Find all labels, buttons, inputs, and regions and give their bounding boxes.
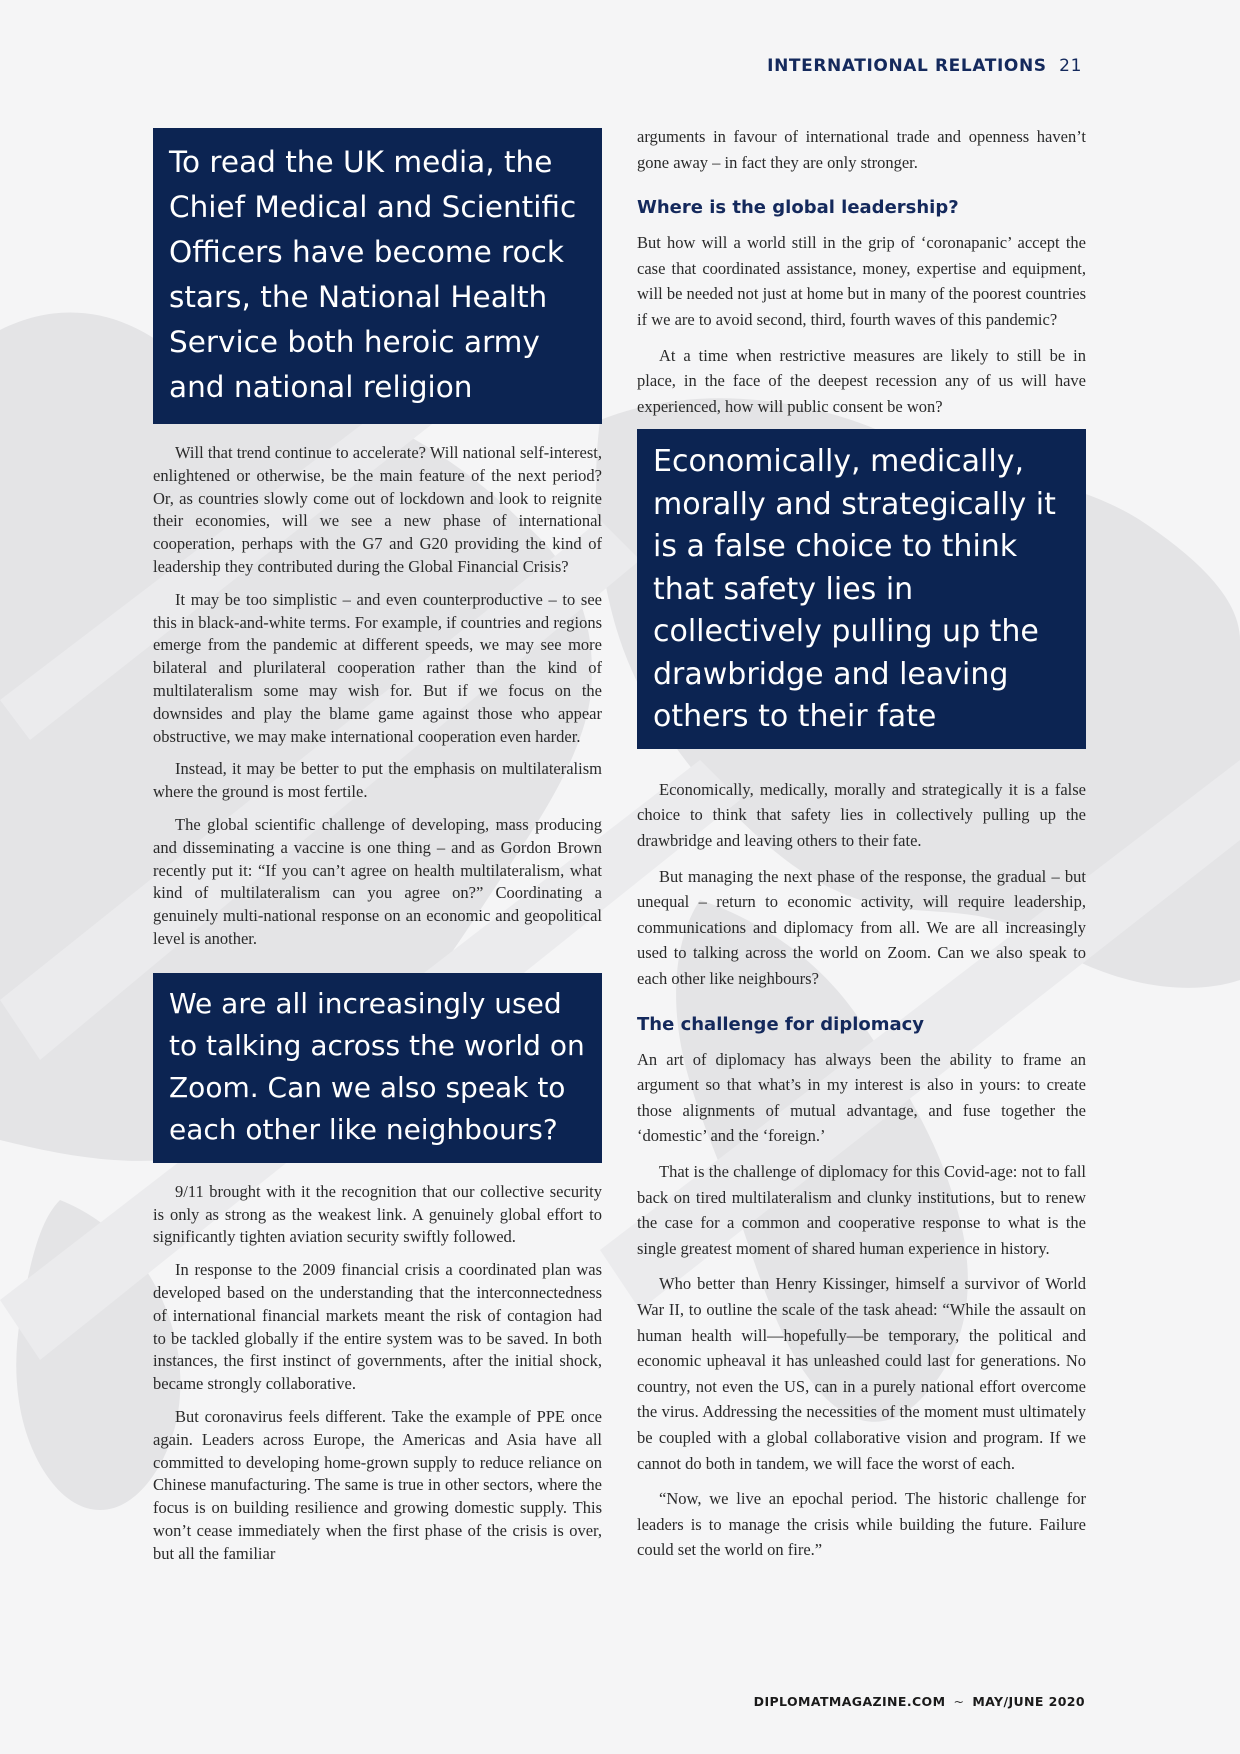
pull-quote: To read the UK media, the Chief Medical and Scientific Officers have become rock stars, the National Health Service both heroic army and national religion	[153, 128, 602, 424]
body-paragraph: 9/11 brought with it the recognition that our collective security is only as strong as the weakest link. A genuinely global effort to significantly tighten aviation security swiftly followed.	[153, 1181, 602, 1247]
body-paragraph: But managing the next phase of the response, the gradual – but unequal – return to economic activity, will require leadership, communications and diplomacy from all. We are all increasingly used to talking across the world on Zoom. Can we also speak to each other like neighbours?	[637, 866, 1086, 988]
body-paragraph: That is the challenge of diplomacy for this Covid-age: not to fall back on tired multilateralism and clunky institutions, but to renew the case for a common and cooperative response to what is the single greatest moment of shared human experience in history.	[637, 1161, 1086, 1258]
pull-quote: Economically, medically, morally and strategically it is a false choice to think that safety lies in collectively pulling up the drawbridge and leaving others to their fate	[637, 429, 1086, 749]
body-paragraph: Who better than Henry Kissinger, himself a survivor of World War II, to outline the scale of the task ahead: “While the assault on human health will—hopefully—be temporary, the political and economic upheaval it has unleashed could last for generations. No country, not even the US, can in a purely national effort overcome the virus. Addressing the necessities of the moment must ultimately be coupled with a global collaborative vision and program. If we cannot do both in tandem, we will face the worst of each.	[637, 1274, 1086, 1473]
body-paragraph: But how will a world still in the grip of ‘coronapanic’ accept the case that coordinated assistance, money, expertise and equipment, will be needed not just at home but in many of the poorest countries if we are to avoid second, third, fourth waves of this pandemic?	[637, 233, 1086, 329]
body-paragraph: arguments in favour of international trade and openness haven’t gone away – in fact they are only stronger.	[637, 127, 1086, 172]
running-header	[767, 56, 1082, 76]
body-paragraph: Economically, medically, morally and strategically it is a false choice to think that safety lies in collectively pulling up the drawbridge and leaving others to their fate.	[637, 779, 1086, 851]
pull-quote: We are all increasingly used to talking across the world on Zoom. Can we also speak to each other like neighbours?	[153, 973, 602, 1163]
left-column	[153, 128, 602, 1575]
body-paragraph: In response to the 2009 financial crisis a coordinated plan was developed based on the understanding that the interconnectedness of international financial markets meant the risk of contagion had to be tackled globally if the entire system was to be saved. In both instances, the first instinct of governments, after the initial shock, became strongly collaborative.	[153, 1260, 602, 1394]
page-number: 21	[1059, 56, 1082, 76]
footer-site: DIPLOMATMAGAZINE.COM	[753, 1694, 946, 1709]
body-paragraph: It may be too simplistic – and even counterproductive – to see this in black-and-white terms. For example, if countries and regions emerge from the pandemic at different speeds, we may see more bilateral and plurilateral cooperation rather than the kind of multilateralism some may wish for. But if we focus on the downsides and play the blame game against those who appear obstructive, we may make international cooperation even harder.	[153, 589, 602, 746]
page-footer	[754, 1694, 1085, 1709]
body-paragraph: But coronavirus feels different. Take the example of PPE once again. Leaders across Europe, the Americas and Asia have all committed to developing home-grown supply to reduce reliance on Chinese manufacturing. The same is true in other sectors, where the focus is on building resilience and growing domestic supply. This won’t cease immediately when the first phase of the crisis is over, but all the familiar	[153, 1406, 602, 1563]
body-paragraph: An art of diplomacy has always been the ability to frame an argument so that what’s in my interest is also in yours: to create those alignments of mutual advantage, and fuse together the ‘domestic’ and the ‘foreign.’	[637, 1049, 1086, 1146]
footer-issue: MAY/JUNE 2020	[972, 1694, 1085, 1709]
body-paragraph: The global scientific challenge of developing, mass producing and disseminating a vaccine is one thing – and as Gordon Brown recently put it: “If you can’t agree on health multilateralism, what kind of multilateralism can you agree on?” Coordinating a genuinely multi-national response on an economic and geopolitical level is another.	[153, 814, 602, 948]
right-column	[637, 124, 1086, 1573]
section-title: INTERNATIONAL RELATIONS	[767, 56, 1047, 76]
footer-separator: ~	[953, 1694, 965, 1709]
body-paragraph: “Now, we live an epochal period. The historic challenge for leaders is to manage the crisis while building the future. Failure could set the world on fire.”	[637, 1489, 1086, 1560]
section-heading: The challenge for diplomacy	[637, 1013, 925, 1035]
body-paragraph: At a time when restrictive measures are likely to still be in place, in the face of the deepest recession any of us will have experienced, how will public consent be won?	[637, 345, 1086, 416]
section-heading: Where is the global leadership?	[637, 197, 959, 219]
body-paragraph: Instead, it may be better to put the emphasis on multilateralism where the ground is most fertile.	[153, 759, 602, 802]
body-paragraph: Will that trend continue to accelerate? Will national self-interest, enlightened or otherwise, be the main feature of the next period? Or, as countries slowly come out of lockdown and look to reignite their economies, will we see a new phase of international cooperation, perhaps with the G7 and G20 providing the kind of leadership they contributed during the Global Financial Crisis?	[153, 443, 602, 576]
